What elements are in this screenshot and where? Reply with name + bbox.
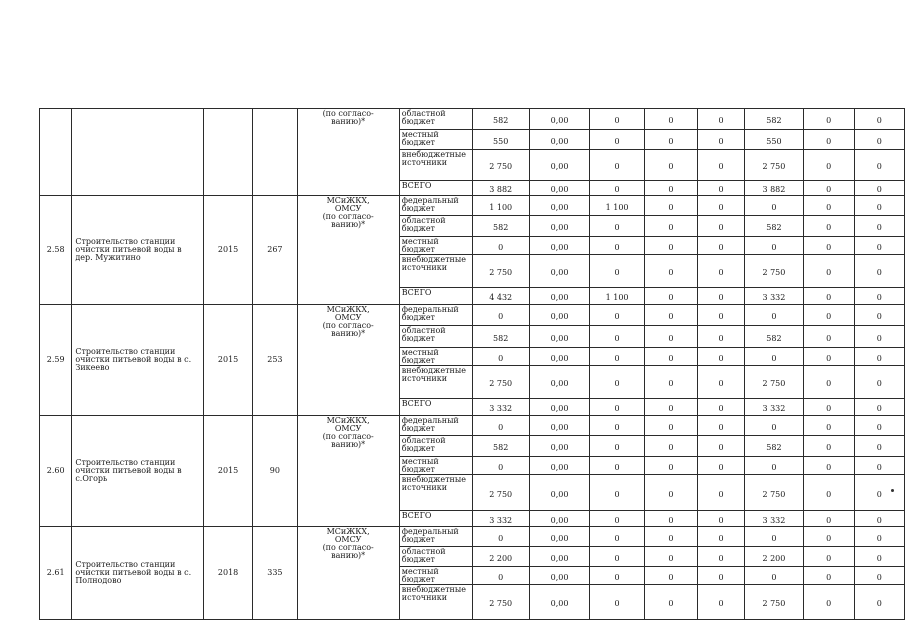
value-cell-c2: 1 100: [590, 196, 645, 216]
scan-speck: [891, 489, 894, 492]
value-cell-total: 550: [472, 130, 529, 150]
value-cell-c3: 0: [644, 216, 697, 237]
value-cell-c3: 0: [644, 475, 697, 511]
source-cell: местный бюджет: [399, 457, 472, 475]
value-cell-c4: 0: [697, 109, 744, 130]
value-cell-c2: 0: [590, 255, 645, 288]
value-cell-c4: 0: [697, 326, 744, 348]
value-cell-c5: 550: [745, 130, 803, 150]
value-cell-c5: 582: [745, 436, 803, 457]
source-cell: федеральный бюджет: [399, 527, 472, 547]
value-cell-total: 2 200: [472, 547, 529, 567]
value-cell-c7: 0: [854, 436, 904, 457]
value-cell-c1: 0,00: [529, 457, 589, 475]
value-cell-c1: 0,00: [529, 366, 589, 399]
value-cell-total: 582: [472, 436, 529, 457]
value-cell-c7: 0: [854, 585, 904, 620]
value-cell-c6: 0: [803, 475, 854, 511]
value-cell-c1: 0,00: [529, 511, 589, 527]
value-cell-total: 2 750: [472, 255, 529, 288]
value-cell-c3: 0: [644, 399, 697, 416]
value-cell-c1: 0,00: [529, 567, 589, 585]
source-cell: областной бюджет: [399, 547, 472, 567]
value-cell-c2: 0: [590, 130, 645, 150]
value-cell-c1: 0,00: [529, 288, 589, 305]
value-cell-c6: 0: [803, 109, 854, 130]
value-cell-c3: 0: [644, 527, 697, 547]
responsible-cell: (по согласо- ванию)*: [297, 109, 399, 196]
source-cell: областной бюджет: [399, 216, 472, 237]
value-cell-c2: 0: [590, 475, 645, 511]
value-cell-total: 0: [472, 348, 529, 366]
year-cell: 2015: [203, 305, 252, 416]
value-cell-c3: 0: [644, 305, 697, 326]
value-cell-total: 0: [472, 416, 529, 436]
item-number-cell: 2.59: [40, 305, 72, 416]
value-cell-c4: 0: [697, 305, 744, 326]
value-cell-c1: 0,00: [529, 348, 589, 366]
empty-name-cell: [72, 109, 204, 196]
value-cell-c2: 0: [590, 547, 645, 567]
value-cell-total: 582: [472, 326, 529, 348]
value-cell-c7: 0: [854, 326, 904, 348]
value-cell-c3: 0: [644, 130, 697, 150]
value-cell-c6: 0: [803, 348, 854, 366]
value-cell-total: 0: [472, 457, 529, 475]
value-cell-c4: 0: [697, 585, 744, 620]
value-cell-c2: 0: [590, 366, 645, 399]
item-number-cell: 2.60: [40, 416, 72, 527]
source-cell: местный бюджет: [399, 130, 472, 150]
value-cell-c2: 0: [590, 527, 645, 547]
item-name-cell: Строительство станции очистки питьевой воды в дер. Мужитино: [72, 196, 204, 305]
value-cell-c7: 0: [854, 255, 904, 288]
value-cell-c5: 2 750: [745, 255, 803, 288]
value-cell-c4: 0: [697, 567, 744, 585]
value-cell-c7: 0: [854, 150, 904, 181]
item-name-cell: Строительство станции очистки питьевой воды в с.Огорь: [72, 416, 204, 527]
budget-table: [39, 108, 905, 620]
source-cell: внебюджетные источники: [399, 585, 472, 620]
value-cell-c2: 0: [590, 416, 645, 436]
value-cell-total: 4 432: [472, 288, 529, 305]
value-cell-c3: 0: [644, 348, 697, 366]
value-cell-total: 3 332: [472, 511, 529, 527]
value-cell-c5: 2 200: [745, 547, 803, 567]
value-cell-total: 0: [472, 237, 529, 255]
value-cell-c1: 0,00: [529, 475, 589, 511]
value-cell-c7: 0: [854, 547, 904, 567]
value-cell-c6: 0: [803, 216, 854, 237]
value-cell-c6: 0: [803, 326, 854, 348]
year-cell: 2015: [203, 196, 252, 305]
value-cell-c6: 0: [803, 288, 854, 305]
value-cell-c5: 0: [745, 416, 803, 436]
value-cell-c4: 0: [697, 150, 744, 181]
source-cell: областной бюджет: [399, 326, 472, 348]
value-cell-c4: 0: [697, 511, 744, 527]
value-cell-c7: 0: [854, 237, 904, 255]
value-cell-c5: 2 750: [745, 150, 803, 181]
value-cell-c2: 0: [590, 150, 645, 181]
value-cell-c1: 0,00: [529, 305, 589, 326]
value-cell-c4: 0: [697, 181, 744, 196]
value-cell-c3: 0: [644, 109, 697, 130]
responsible-cell: МСиЖКХ, ОМСУ (по согласо- ванию)*: [297, 527, 399, 620]
item-number-cell: 2.61: [40, 527, 72, 620]
value-cell-c3: 0: [644, 585, 697, 620]
value-cell-c6: 0: [803, 150, 854, 181]
value-cell-total: 2 750: [472, 475, 529, 511]
responsible-cell: МСиЖКХ, ОМСУ (по согласо- ванию)*: [297, 416, 399, 527]
amount-cell: 335: [253, 527, 297, 620]
responsible-cell: МСиЖКХ, ОМСУ (по согласо- ванию)*: [297, 305, 399, 416]
value-cell-c4: 0: [697, 527, 744, 547]
value-cell-c2: 0: [590, 399, 645, 416]
amount-cell: 267: [253, 196, 297, 305]
table-body: [40, 109, 905, 620]
value-cell-c3: 0: [644, 255, 697, 288]
value-cell-c7: 0: [854, 196, 904, 216]
value-cell-c1: 0,00: [529, 109, 589, 130]
value-cell-c1: 0,00: [529, 547, 589, 567]
value-cell-c3: 0: [644, 567, 697, 585]
value-cell-c5: 3 882: [745, 181, 803, 196]
value-cell-c3: 0: [644, 181, 697, 196]
value-cell-c6: 0: [803, 547, 854, 567]
value-cell-c7: 0: [854, 348, 904, 366]
value-cell-c7: 0: [854, 567, 904, 585]
value-cell-c2: 0: [590, 457, 645, 475]
value-cell-c4: 0: [697, 457, 744, 475]
value-cell-c1: 0,00: [529, 130, 589, 150]
value-cell-c3: 0: [644, 326, 697, 348]
value-cell-c2: 0: [590, 511, 645, 527]
value-cell-total: 2 750: [472, 585, 529, 620]
value-cell-total: 2 750: [472, 150, 529, 181]
value-cell-c1: 0,00: [529, 399, 589, 416]
value-cell-c5: 0: [745, 196, 803, 216]
responsible-cell: МСиЖКХ, ОМСУ (по согласо- ванию)*: [297, 196, 399, 305]
value-cell-c4: 0: [697, 196, 744, 216]
source-cell: ВСЕГО: [399, 288, 472, 305]
value-cell-c1: 0,00: [529, 436, 589, 457]
value-cell-c7: 0: [854, 511, 904, 527]
value-cell-total: 3 332: [472, 399, 529, 416]
value-cell-c4: 0: [697, 436, 744, 457]
source-cell: внебюджетные источники: [399, 255, 472, 288]
value-cell-c3: 0: [644, 547, 697, 567]
source-cell: ВСЕГО: [399, 399, 472, 416]
value-cell-c4: 0: [697, 547, 744, 567]
value-cell-c7: 0: [854, 366, 904, 399]
source-cell: местный бюджет: [399, 348, 472, 366]
value-cell-c1: 0,00: [529, 255, 589, 288]
value-cell-c3: 0: [644, 511, 697, 527]
item-name-cell: Строительство станции очистки питьевой воды в с. Зикеево: [72, 305, 204, 416]
value-cell-c3: 0: [644, 436, 697, 457]
value-cell-c3: 0: [644, 457, 697, 475]
value-cell-c5: 3 332: [745, 511, 803, 527]
value-cell-total: 582: [472, 216, 529, 237]
value-cell-c2: 0: [590, 109, 645, 130]
value-cell-c4: 0: [697, 237, 744, 255]
source-cell: федеральный бюджет: [399, 416, 472, 436]
source-cell: федеральный бюджет: [399, 305, 472, 326]
value-cell-c6: 0: [803, 511, 854, 527]
table-row: [40, 196, 905, 216]
value-cell-c7: 0: [854, 305, 904, 326]
value-cell-c5: 3 332: [745, 399, 803, 416]
value-cell-total: 0: [472, 567, 529, 585]
value-cell-c6: 0: [803, 567, 854, 585]
value-cell-c6: 0: [803, 255, 854, 288]
value-cell-c6: 0: [803, 399, 854, 416]
value-cell-c5: 582: [745, 326, 803, 348]
value-cell-c4: 0: [697, 130, 744, 150]
value-cell-c4: 0: [697, 255, 744, 288]
value-cell-c5: 2 750: [745, 366, 803, 399]
value-cell-c6: 0: [803, 436, 854, 457]
value-cell-c1: 0,00: [529, 585, 589, 620]
value-cell-c7: 0: [854, 181, 904, 196]
source-cell: внебюджетные источники: [399, 150, 472, 181]
value-cell-c4: 0: [697, 416, 744, 436]
empty-num-cell: [40, 109, 72, 196]
value-cell-c7: 0: [854, 109, 904, 130]
value-cell-c5: 0: [745, 527, 803, 547]
value-cell-total: 2 750: [472, 366, 529, 399]
value-cell-c2: 0: [590, 567, 645, 585]
source-cell: ВСЕГО: [399, 511, 472, 527]
value-cell-c6: 0: [803, 305, 854, 326]
value-cell-c2: 0: [590, 436, 645, 457]
value-cell-c7: 0: [854, 288, 904, 305]
value-cell-c4: 0: [697, 216, 744, 237]
table-row: [40, 527, 905, 547]
value-cell-c5: 2 750: [745, 475, 803, 511]
value-cell-c4: 0: [697, 399, 744, 416]
source-cell: внебюджетные источники: [399, 366, 472, 399]
value-cell-c3: 0: [644, 288, 697, 305]
value-cell-c3: 0: [644, 196, 697, 216]
empty-year-cell: [203, 109, 252, 196]
value-cell-c6: 0: [803, 366, 854, 399]
year-cell: 2015: [203, 416, 252, 527]
value-cell-c6: 0: [803, 196, 854, 216]
item-number-cell: 2.58: [40, 196, 72, 305]
value-cell-c6: 0: [803, 237, 854, 255]
source-cell: ВСЕГО: [399, 181, 472, 196]
value-cell-c5: 2 750: [745, 585, 803, 620]
value-cell-total: 582: [472, 109, 529, 130]
value-cell-c5: 0: [745, 348, 803, 366]
value-cell-c5: 3 332: [745, 288, 803, 305]
source-cell: местный бюджет: [399, 237, 472, 255]
table-row: [40, 305, 905, 326]
value-cell-c6: 0: [803, 457, 854, 475]
year-cell: 2018: [203, 527, 252, 620]
value-cell-c7: 0: [854, 457, 904, 475]
table-row: [40, 416, 905, 436]
source-cell: областной бюджет: [399, 109, 472, 130]
value-cell-c5: 0: [745, 567, 803, 585]
value-cell-c1: 0,00: [529, 181, 589, 196]
value-cell-c4: 0: [697, 366, 744, 399]
value-cell-c2: 0: [590, 237, 645, 255]
value-cell-c2: 1 100: [590, 288, 645, 305]
item-name-cell: Строительство станции очистки питьевой воды в с. Полнодово: [72, 527, 204, 620]
value-cell-c6: 0: [803, 416, 854, 436]
value-cell-c6: 0: [803, 130, 854, 150]
empty-amount-cell: [253, 109, 297, 196]
value-cell-total: 1 100: [472, 196, 529, 216]
value-cell-c7: 0: [854, 399, 904, 416]
value-cell-total: 3 882: [472, 181, 529, 196]
value-cell-c2: 0: [590, 348, 645, 366]
source-cell: федеральный бюджет: [399, 196, 472, 216]
value-cell-c2: 0: [590, 305, 645, 326]
value-cell-c1: 0,00: [529, 237, 589, 255]
value-cell-c2: 0: [590, 585, 645, 620]
source-cell: областной бюджет: [399, 436, 472, 457]
amount-cell: 253: [253, 305, 297, 416]
value-cell-c6: 0: [803, 527, 854, 547]
value-cell-total: 0: [472, 527, 529, 547]
value-cell-c7: 0: [854, 216, 904, 237]
value-cell-c5: 0: [745, 457, 803, 475]
value-cell-c1: 0,00: [529, 216, 589, 237]
value-cell-c5: 0: [745, 305, 803, 326]
value-cell-c7: 0: [854, 416, 904, 436]
value-cell-c1: 0,00: [529, 527, 589, 547]
value-cell-total: 0: [472, 305, 529, 326]
value-cell-c4: 0: [697, 288, 744, 305]
value-cell-c5: 582: [745, 216, 803, 237]
value-cell-c5: 582: [745, 109, 803, 130]
value-cell-c1: 0,00: [529, 196, 589, 216]
value-cell-c7: 0: [854, 475, 904, 511]
value-cell-c3: 0: [644, 150, 697, 181]
source-cell: местный бюджет: [399, 567, 472, 585]
value-cell-c1: 0,00: [529, 326, 589, 348]
table-row: [40, 109, 905, 130]
value-cell-c6: 0: [803, 585, 854, 620]
source-cell: внебюджетные источники: [399, 475, 472, 511]
value-cell-c3: 0: [644, 237, 697, 255]
value-cell-c6: 0: [803, 181, 854, 196]
value-cell-c3: 0: [644, 416, 697, 436]
value-cell-c2: 0: [590, 181, 645, 196]
value-cell-c2: 0: [590, 216, 645, 237]
value-cell-c7: 0: [854, 527, 904, 547]
value-cell-c1: 0,00: [529, 150, 589, 181]
value-cell-c2: 0: [590, 326, 645, 348]
amount-cell: 90: [253, 416, 297, 527]
value-cell-c5: 0: [745, 237, 803, 255]
value-cell-c1: 0,00: [529, 416, 589, 436]
value-cell-c7: 0: [854, 130, 904, 150]
value-cell-c3: 0: [644, 366, 697, 399]
value-cell-c4: 0: [697, 475, 744, 511]
value-cell-c4: 0: [697, 348, 744, 366]
